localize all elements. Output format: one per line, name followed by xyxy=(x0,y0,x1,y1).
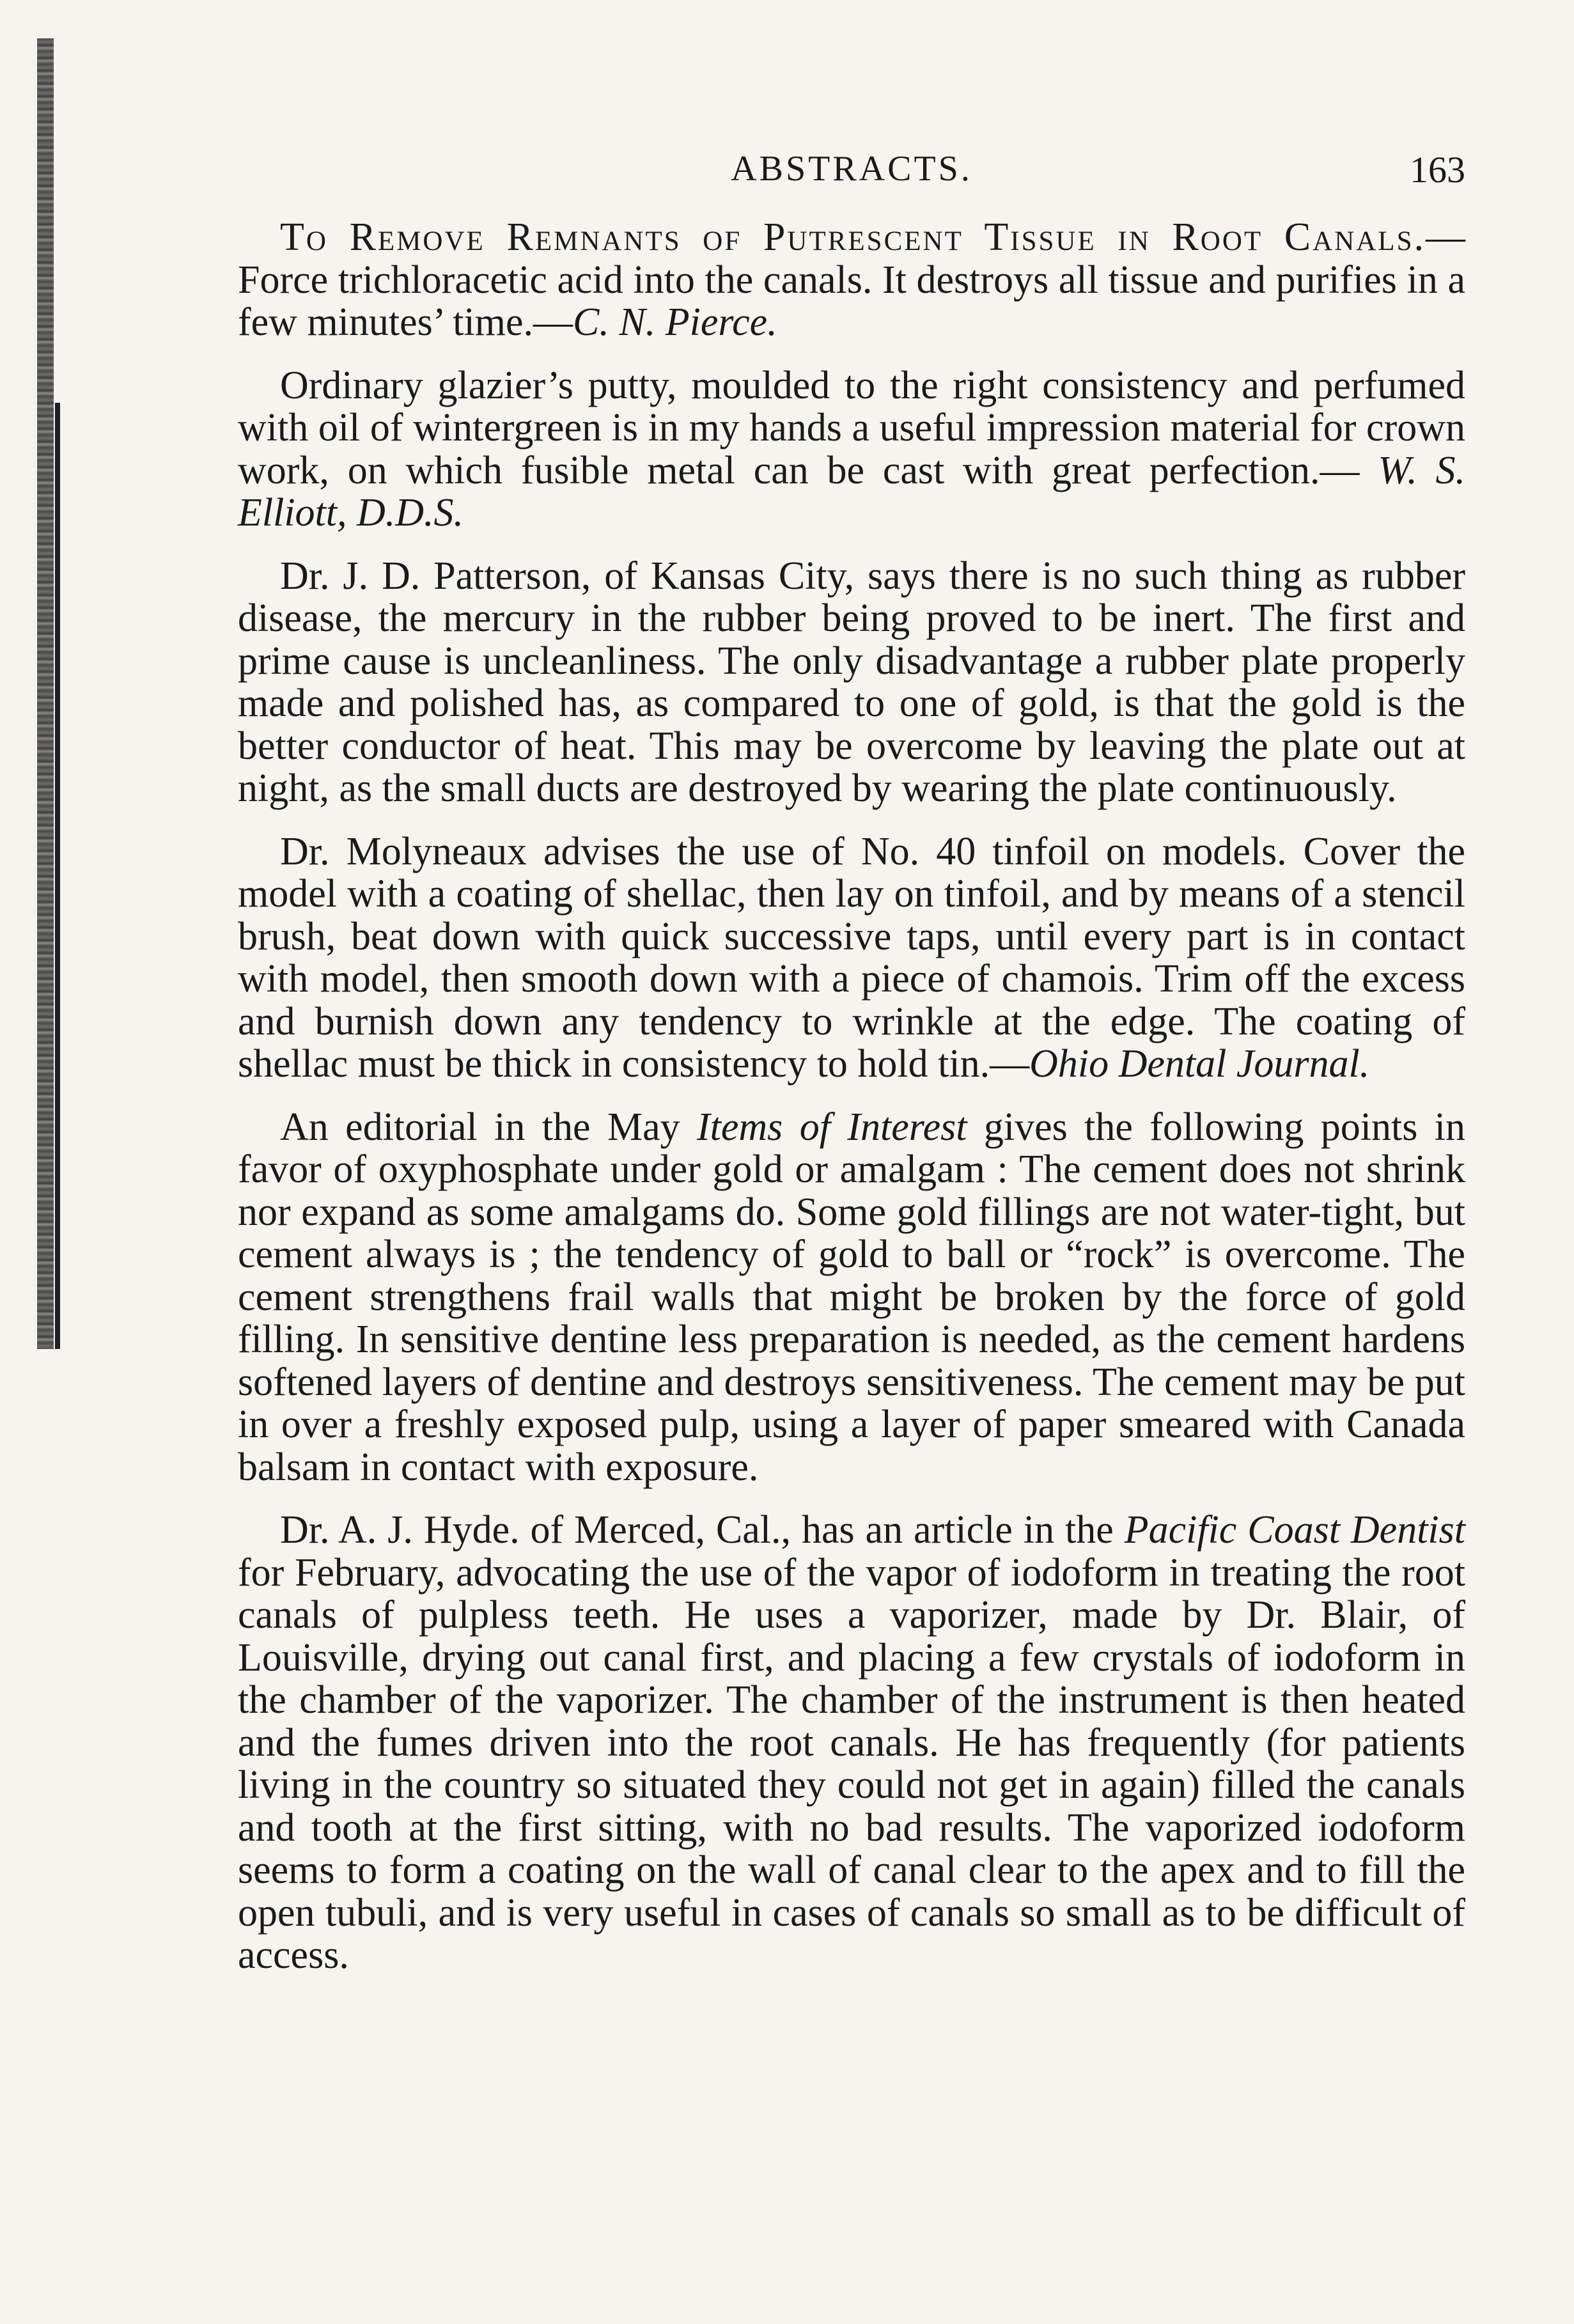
paragraph-text: —Force trichloracetic acid into the canals. It destroys all tissue and purifies in a few minutes’ time.— xyxy=(238,215,1465,344)
paragraph-rubber-disease xyxy=(238,555,1465,810)
attribution: Ohio Dental Journal. xyxy=(1029,1042,1370,1086)
paragraph-iodoform xyxy=(238,1509,1465,1977)
paragraph-tinfoil xyxy=(238,831,1465,1086)
paragraph-glaziers-putty xyxy=(238,364,1465,534)
paragraph-oxyphosphate xyxy=(238,1106,1465,1489)
journal-title: Pacific Coast Dentist xyxy=(1124,1508,1465,1552)
section-lead: To Remove Remnants of Putrescent Tissue in Root Canals. xyxy=(280,215,1426,259)
attribution: W. S. Elliott, D.D.S. xyxy=(238,448,1465,534)
paragraph-text: Dr. J. D. Patterson, of Kansas City, says there is no such thing as rubber disease, the mercury in the rubber being proved to be inert. The first and prime cause is uncleanliness. The only disadvantage a rubber plate properly made and polished has, as compared to one of gold, is that the gold is the better conductor of heat. This may be overcome by leaving the plate out at night, as the small ducts are destroyed by wearing the plate continuously. xyxy=(238,554,1465,810)
binding-edge-shadow xyxy=(55,403,60,1349)
paragraph-text-pre: An editorial in the May xyxy=(280,1105,697,1149)
page-body xyxy=(238,216,1465,1997)
paragraph-root-canals xyxy=(238,216,1465,344)
running-head: ABSTRACTS. xyxy=(731,149,972,189)
paragraph-text: Dr. Molyneaux advises the use of No. 40 tinfoil on models. Cover the model with a coating of shellac, then lay on tinfoil, and by means of a stencil brush, beat down with quick successive taps, until every part is in contact with model, then smooth down with a piece of chamois. Trim off the excess and burnish down any tendency to wrinkle at the edge. The coating of shellac must be thick in consistency to hold tin.— xyxy=(238,829,1465,1086)
page-number: 163 xyxy=(1410,149,1465,191)
paragraph-text: Ordinary glazier’s putty, moulded to the right consistency and perfumed with oil of wintergreen is in my hands a useful impression material for crown work, on which fusible metal can be cast with great perfection.— xyxy=(238,363,1465,492)
paragraph-text-pre: Dr. A. J. Hyde. of Merced, Cal., has an article in the xyxy=(280,1508,1125,1552)
page-header xyxy=(238,148,1465,199)
journal-title: Items of Interest xyxy=(697,1105,967,1149)
binding-edge xyxy=(37,38,54,1349)
attribution: C. N. Pierce. xyxy=(573,300,777,344)
paragraph-text: for February, advocating the use of the vapor of iodoform in treating the root canals of pulpless teeth. He uses a vaporizer, made by Dr. Blair, of Louisville, drying out canal first, and placing a few crystals of iodoform in the chamber of the vaporizer. The chamber of the instrument is then heated and the fumes driven into the root canals. He has frequently (for patients living in the country so situated they could not get in again) filled the canals and tooth at the first sitting, with no bad results. The vaporized iodoform seems to form a coating on the wall of canal clear to the apex and to fill the open tubuli, and is very useful in cases of canals so small as to be difficult of access. xyxy=(238,1550,1465,1977)
paragraph-text: gives the following points in favor of oxyphosphate under gold or amalgam : The cement does not shrink nor expand as some amalgams do. Some gold fillings are not water-tight, but cement always is ; the tendency of gold to ball or “rock” is overcome. The cement strengthens frail walls that might be broken by the force of gold filling. In sensitive dentine less preparation is needed, as the cement hardens softened layers of dentine and destroys sensitiveness. The cement may be put in over a freshly exposed pulp, using a layer of paper smeared with Canada balsam in contact with exposure. xyxy=(238,1105,1465,1489)
